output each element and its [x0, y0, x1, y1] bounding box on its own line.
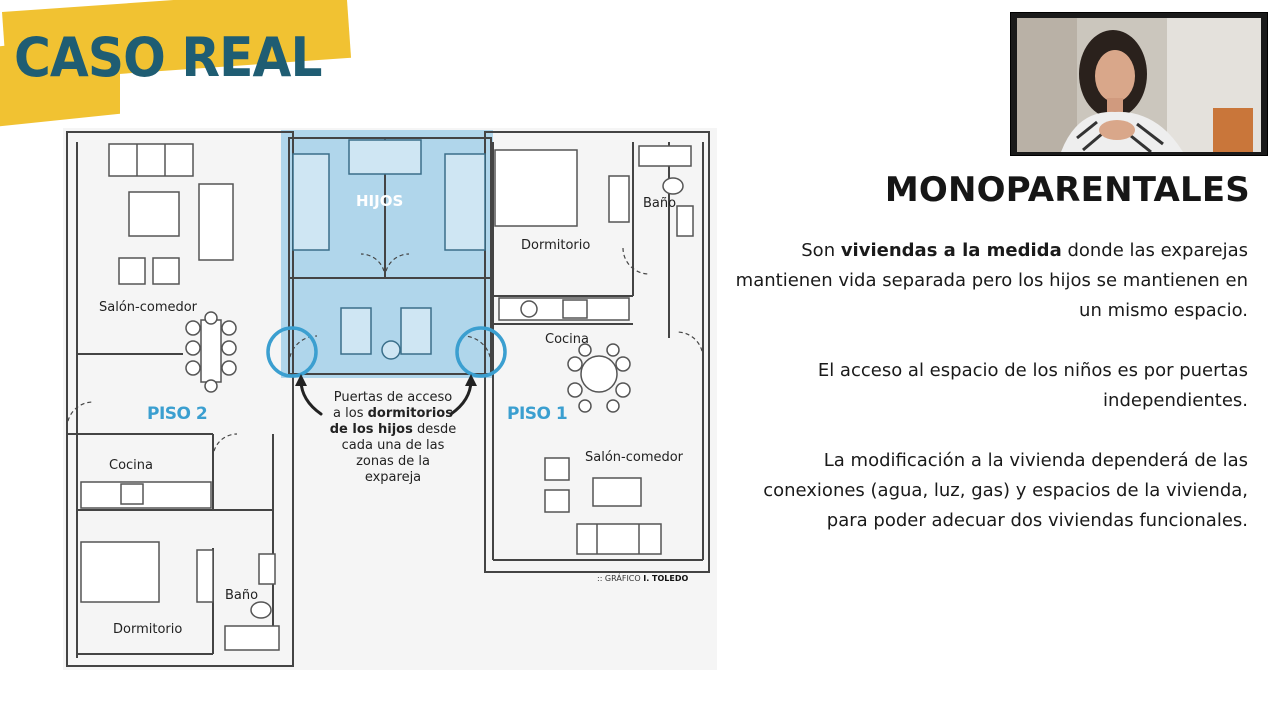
graphic-credit — [597, 574, 688, 583]
floor-1-label: PISO 1 — [507, 404, 568, 424]
note-text-end: desde cada una de las zonas de la expareja — [341, 422, 457, 485]
note-text-bold: dormitorios de los hijos — [329, 406, 453, 437]
presenter-webcam — [1010, 12, 1268, 156]
p1-start: Son — [801, 240, 841, 261]
bathroom-right-label: Baño — [643, 196, 677, 211]
floor-plan-diagram — [63, 128, 717, 670]
section-heading: MONOPARENTALES — [884, 170, 1250, 210]
kitchen-right-label: Cocina — [545, 332, 589, 347]
kitchen-left-label: Cocina — [109, 458, 153, 473]
note-text-start: Puertas de acceso a los — [333, 390, 453, 421]
bedroom-left-label: Dormitorio — [113, 622, 183, 637]
credit-prefix: :: GRÁFICO — [597, 574, 644, 583]
living-dining-right-label: Salón-comedor — [585, 450, 684, 465]
bedroom-right-label: Dormitorio — [521, 238, 591, 253]
bathroom-left-label: Baño — [225, 588, 259, 603]
paragraph-2: El acceso al espacio de los niños es por puertas independientes. — [817, 360, 1248, 411]
presenter-video-frame — [1017, 18, 1261, 152]
living-dining-left-label: Salón-comedor — [99, 300, 198, 315]
kids-zone-label: HIJOS — [356, 192, 404, 210]
paragraph-3: La modificación a la vivienda dependerá de las conexiones (agua, luz, gas) y espacios de la vivienda, para poder adecuar dos viviendas funcionales. — [763, 450, 1248, 531]
access-doors-note — [329, 390, 457, 486]
webcam-video — [1017, 18, 1261, 152]
paragraph-1 — [728, 236, 1248, 326]
credit-author: I. TOLEDO — [643, 574, 689, 583]
p1-end: donde las exparejas mantienen vida separada pero los hijos se mantienen en un mismo espacio. — [735, 240, 1248, 321]
slide-title: CASO REAL — [14, 26, 322, 89]
p1-bold: viviendas a la medida — [840, 240, 1062, 261]
floor-2-label: PISO 2 — [147, 404, 208, 424]
